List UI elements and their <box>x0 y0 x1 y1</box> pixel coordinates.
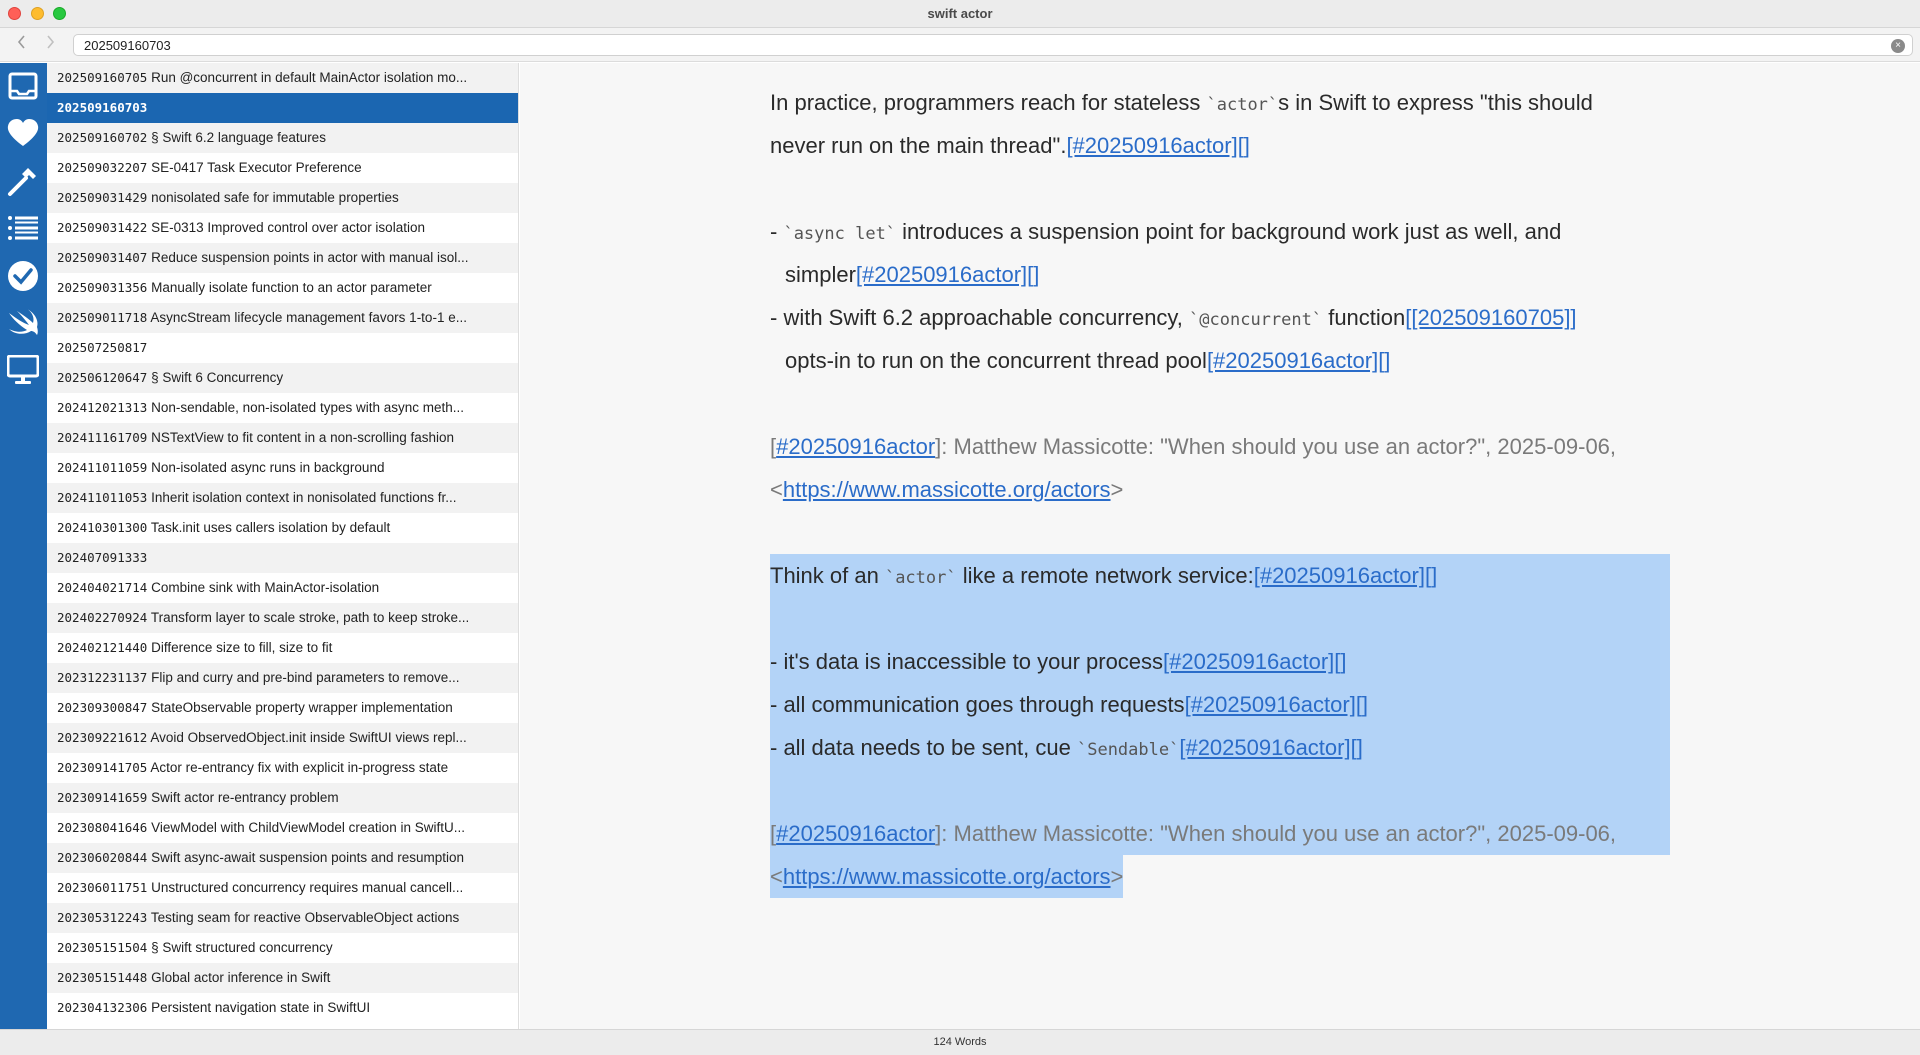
note-id: 202412021313 <box>57 400 148 415</box>
note-id: 202410301300 <box>57 520 148 535</box>
note-id: 202305151448 <box>57 970 148 985</box>
paragraph-line: never run on the main thread".[#20250916actor][] <box>770 133 1250 158</box>
chevron-right-icon[interactable] <box>40 35 60 55</box>
chevron-left-icon[interactable] <box>12 35 32 55</box>
reference-label-link[interactable]: #20250916actor <box>776 821 936 846</box>
note-id: 202509031429 <box>57 190 148 205</box>
note-row[interactable] <box>47 693 518 723</box>
note-id: 202306011751 <box>57 880 148 895</box>
monitor-icon[interactable] <box>6 353 40 387</box>
note-row[interactable] <box>47 603 518 633</box>
note-row[interactable] <box>47 423 518 453</box>
reference-url-line: <https://www.massicotte.org/actors> <box>770 477 1124 502</box>
note-title: nonisolated safe for immutable properties <box>151 190 399 205</box>
note-id: 202506120647 <box>57 370 148 385</box>
icon-sidebar <box>0 63 47 1029</box>
note-title: Combine sink with MainActor-isolation <box>151 580 380 595</box>
note-title: Task.init uses callers isolation by default <box>150 520 391 535</box>
reference-link[interactable]: [#20250916actor][] <box>1206 348 1391 373</box>
note-row[interactable] <box>47 933 518 963</box>
selected-list-item: - it's data is inaccessible to your process[#20250916actor][] <box>770 640 1670 683</box>
note-id: 202509160703 <box>57 100 148 115</box>
note-row[interactable] <box>47 153 518 183</box>
note-id: 202507250817 <box>57 340 148 355</box>
note-id: 202411161709 <box>57 430 148 445</box>
note-row[interactable] <box>47 453 518 483</box>
note-id: 202402270924 <box>57 610 148 625</box>
note-id: 202411011059 <box>57 460 148 475</box>
note-title: § Swift 6.2 language features <box>151 130 326 145</box>
note-row[interactable] <box>47 993 518 1023</box>
note-title: ViewModel with ChildViewModel creation in SwiftU... <box>151 820 465 835</box>
note-id: 202305312243 <box>57 910 148 925</box>
word-count: 124 Words <box>933 1036 987 1048</box>
note-row[interactable] <box>47 243 518 273</box>
note-id: 202404021714 <box>57 580 148 595</box>
note-title: Inherit isolation context in nonisolated functions fr... <box>151 490 457 505</box>
note-id: 202308041646 <box>57 820 148 835</box>
note-id: 202312231137 <box>57 670 148 685</box>
note-title: Flip and curry and pre-bind parameters to remove... <box>151 670 460 685</box>
title-bar <box>0 0 1920 28</box>
note-id: 202304132306 <box>57 1000 148 1015</box>
window-title: swift actor <box>927 6 993 21</box>
editor[interactable] <box>520 63 1920 1029</box>
note-id: 202509031422 <box>57 220 148 235</box>
url-link[interactable]: https://www.massicotte.org/actors <box>782 864 1111 889</box>
status-bar <box>0 1029 1920 1055</box>
reference-label-link[interactable]: #20250916actor <box>776 434 936 459</box>
inbox-icon[interactable] <box>6 69 40 103</box>
note-title: Swift async-await suspension points and resumption <box>151 850 464 865</box>
note-title: Unstructured concurrency requires manual cancell... <box>151 880 464 895</box>
note-row[interactable] <box>47 183 518 213</box>
note-id: 202509160705 <box>57 70 148 85</box>
note-title: Persistent navigation state in SwiftUI <box>151 1000 371 1015</box>
note-title: Transform layer to scale stroke, path to keep stroke... <box>150 610 470 625</box>
note-title: StateObservable property wrapper implementation <box>151 700 453 715</box>
note-id: 202509160702 <box>57 130 148 145</box>
note-id: 202402121440 <box>57 640 148 655</box>
paragraph-line: In practice, programmers reach for stateless `actor`s in Swift to express "this should <box>770 90 1593 115</box>
selected-line: Think of an `actor` like a remote network service:[#20250916actor][] <box>770 554 1670 597</box>
list-item: - `async let` introduces a suspension point for background work just as well, and <box>770 219 1562 244</box>
note-row[interactable] <box>47 903 518 933</box>
note-title: Avoid ObservedObject.init inside SwiftUI views repl... <box>150 730 467 745</box>
reference-link[interactable]: [#20250916actor][] <box>1066 133 1250 158</box>
note-row[interactable] <box>47 633 518 663</box>
note-title: § Swift structured concurrency <box>151 940 333 955</box>
note-row-selected[interactable] <box>47 93 518 123</box>
wiki-link[interactable]: [[202509160705]] <box>1405 305 1577 330</box>
note-id: 202309221612 <box>57 730 148 745</box>
reference-link[interactable]: [#20250916actor][] <box>1179 735 1363 760</box>
note-title: Difference size to fill, size to fit <box>151 640 333 655</box>
note-row[interactable] <box>47 333 518 363</box>
clear-icon[interactable]: × <box>1891 39 1905 53</box>
note-row[interactable] <box>47 813 518 843</box>
reference-link[interactable]: [#20250916actor][] <box>855 262 1040 287</box>
note-row[interactable] <box>47 483 518 513</box>
note-id: 202509031356 <box>57 280 148 295</box>
note-id: 202309141705 <box>57 760 148 775</box>
selected-reference-url-line: <https://www.massicotte.org/actors> <box>770 855 1670 898</box>
note-row[interactable] <box>47 573 518 603</box>
note-row[interactable] <box>47 723 518 753</box>
note-row[interactable] <box>47 123 518 153</box>
list-item-continuation: opts-in to run on the concurrent thread pool[#20250916actor][] <box>785 348 1391 373</box>
note-row[interactable] <box>47 393 518 423</box>
reference-link[interactable]: [#20250916actor][] <box>1184 692 1369 717</box>
note-row[interactable] <box>47 513 518 543</box>
note-row[interactable] <box>47 273 518 303</box>
heart-icon[interactable] <box>6 116 40 150</box>
editor-content[interactable] <box>770 81 1670 898</box>
note-id: 202407091333 <box>57 550 148 565</box>
note-title: Non-sendable, non-isolated types with async meth... <box>151 400 464 415</box>
note-row[interactable] <box>47 303 518 333</box>
note-row[interactable] <box>47 363 518 393</box>
note-row[interactable] <box>47 963 518 993</box>
note-title: Manually isolate function to an actor parameter <box>151 280 432 295</box>
note-row[interactable] <box>47 63 518 93</box>
note-row[interactable] <box>47 843 518 873</box>
note-id: 202509011718 <box>57 310 148 325</box>
note-title: Actor re-entrancy fix with explicit in-progress state <box>150 760 449 775</box>
selected-list-item: - all data needs to be sent, cue `Sendable`[#20250916actor][] <box>770 726 1670 769</box>
note-title: Global actor inference in Swift <box>151 970 331 985</box>
note-title: AsyncStream lifecycle management favors 1-to-1 e... <box>150 310 467 325</box>
list-item-continuation: simpler[#20250916actor][] <box>785 262 1040 287</box>
search-bar <box>0 28 1920 62</box>
search-input[interactable] <box>73 34 1913 56</box>
hammer-icon[interactable] <box>6 164 40 198</box>
note-id: 202411011053 <box>57 490 148 505</box>
reference-link[interactable]: [#20250916actor][] <box>1253 563 1438 588</box>
note-title: Run @concurrent in default MainActor isolation mo... <box>151 70 468 85</box>
note-title: NSTextView to fit content in a non-scrolling fashion <box>151 430 454 445</box>
note-title: SE-0313 Improved control over actor isolation <box>151 220 425 235</box>
selected-reference-definition: [#20250916actor]: Matthew Massicotte: "When should you use an actor?", 2025-09-06, <box>770 812 1670 855</box>
note-title: Swift actor re-entrancy problem <box>151 790 339 805</box>
note-row[interactable] <box>47 213 518 243</box>
reference-definition: [#20250916actor]: Matthew Massicotte: "When should you use an actor?", 2025-09-06, <box>770 434 1617 459</box>
checkmark-icon[interactable] <box>6 259 40 293</box>
note-title: § Swift 6 Concurrency <box>151 370 284 385</box>
url-link[interactable]: https://www.massicotte.org/actors <box>782 477 1111 502</box>
list-item: - with Swift 6.2 approachable concurrency, `@concurrent` function[[202509160705]] <box>770 305 1577 330</box>
swift-icon[interactable] <box>6 306 40 340</box>
note-row[interactable] <box>47 783 518 813</box>
note-title: Non-isolated async runs in background <box>151 460 385 475</box>
note-title: Reduce suspension points in actor with manual isol... <box>151 250 469 265</box>
note-row[interactable] <box>47 753 518 783</box>
note-list <box>47 63 519 1029</box>
note-title: SE-0417 Task Executor Preference <box>151 160 362 175</box>
note-row[interactable] <box>47 873 518 903</box>
note-id: 202509032207 <box>57 160 148 175</box>
note-id: 202305151504 <box>57 940 148 955</box>
note-row[interactable] <box>47 543 518 573</box>
note-title: Testing seam for reactive ObservableObject actions <box>150 910 460 925</box>
note-id: 202309300847 <box>57 700 148 715</box>
selected-list-item: - all communication goes through requests[#20250916actor][] <box>770 683 1670 726</box>
reference-link[interactable]: [#20250916actor][] <box>1163 649 1347 674</box>
note-id: 202309141659 <box>57 790 148 805</box>
note-id: 202509031407 <box>57 250 148 265</box>
list-icon[interactable] <box>6 211 40 245</box>
note-id: 202306020844 <box>57 850 148 865</box>
note-row[interactable] <box>47 663 518 693</box>
